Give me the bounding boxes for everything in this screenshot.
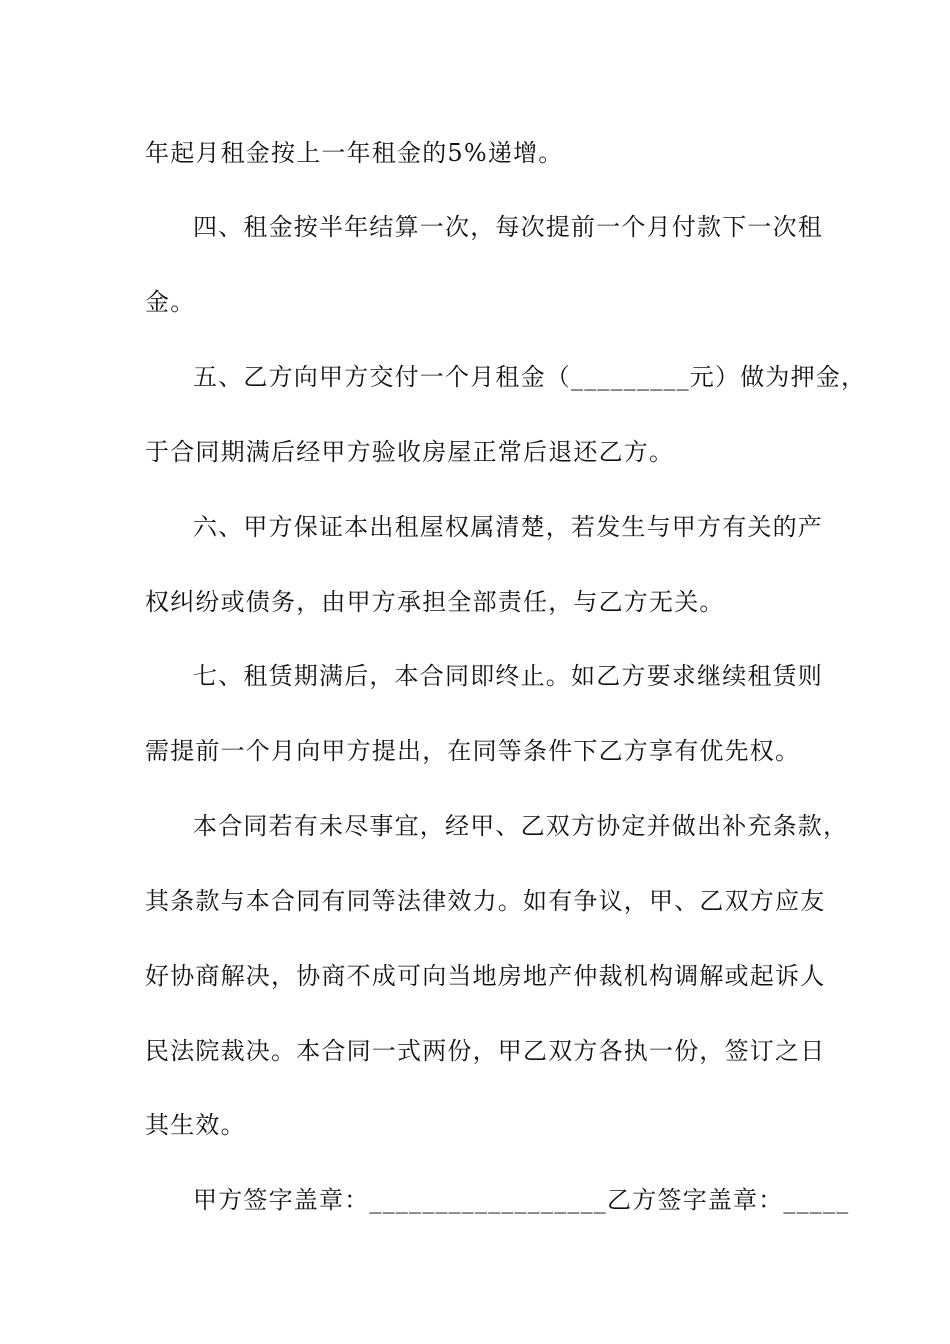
text-line: 其条款与本合同有同等法律效力。如有争议，甲、乙双方应友 (145, 887, 826, 915)
text-line: 需提前一个月向甲方提出，在同等条件下乙方享有优先权。 (145, 737, 801, 765)
text-line: 好协商解决，协商不成可向当地房地产仲裁机构调解或起诉人 (145, 962, 826, 990)
text-line: 七、租赁期满后，本合同即终止。如乙方要求继续租赁则 (193, 662, 823, 690)
text-line: 其生效。 (145, 1111, 246, 1139)
text-line: 权纠纷或债务，由甲方承担全部责任，与乙方无关。 (145, 588, 725, 616)
text-line: 年起月租金按上一年租金的5%递增。 (145, 139, 564, 167)
text-line: 本合同若有未尽事宜，经甲、乙双方协定并做出补充条款， (193, 812, 849, 840)
text-line: 民法院裁决。本合同一式两份，甲乙双方各执一份，签订之日 (145, 1037, 826, 1065)
text-line: 四、租金按半年结算一次，每次提前一个月付款下一次租 (193, 213, 823, 241)
text-line: 于合同期满后经甲方验收房屋正常后退还乙方。 (145, 438, 675, 466)
signature-line: 甲方签字盖章：__________________乙方签字盖章：_____ (193, 1186, 850, 1214)
text-line: 金。 (145, 288, 196, 316)
text-line: 五、乙方向甲方交付一个月租金（_________元）做为押金， (193, 363, 867, 391)
text-line: 六、甲方保证本出租屋权属清楚，若发生与甲方有关的产 (193, 513, 823, 541)
